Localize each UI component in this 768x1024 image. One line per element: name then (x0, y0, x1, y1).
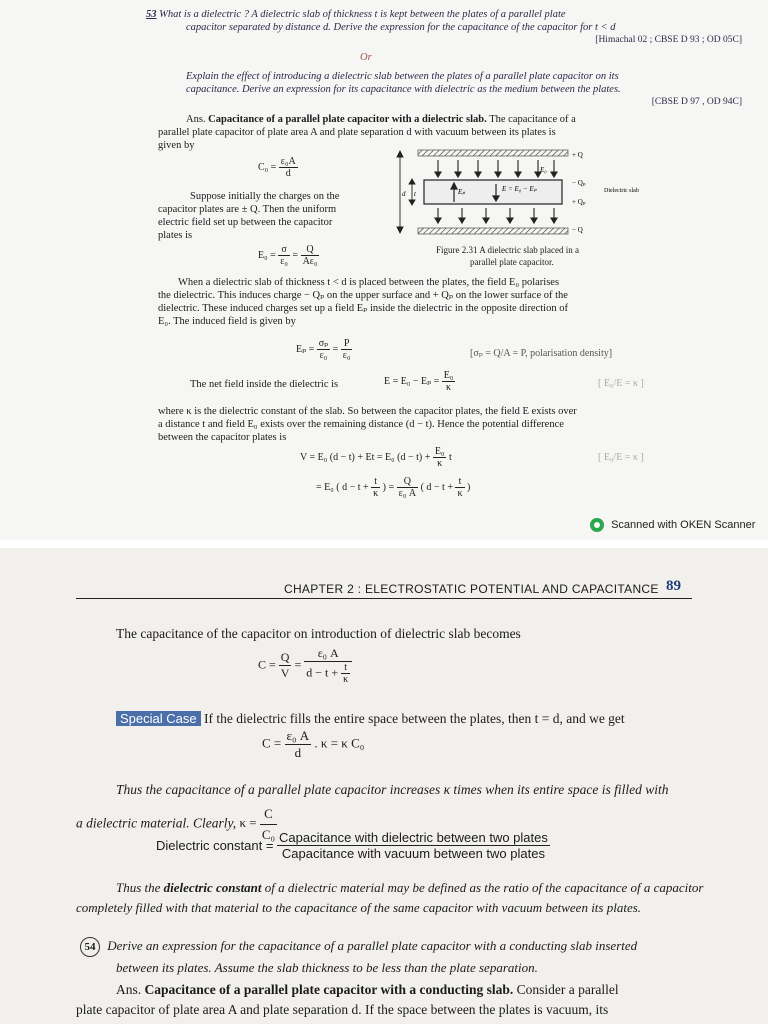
v-eq1-den: κ (437, 458, 443, 469)
e0-formula (258, 244, 319, 267)
answer-heading: Capacitance of a parallel plate capacitor with a dielectric slab. (208, 114, 487, 125)
c-formula (258, 646, 352, 685)
net-field-formula (384, 370, 455, 393)
dielectric-constant-formula (156, 830, 550, 861)
e0-equals: = (292, 249, 299, 261)
fig-minus-qp: − Qₚ (572, 179, 586, 187)
dielectric-slab-figure (392, 146, 642, 242)
answer-53-line2: parallel plate capacitor of plate area A and plate separation d with vacuum between its plates is (158, 127, 556, 138)
figure-caption-line1: Figure 2.31 A dielectric slab placed in a (436, 245, 579, 255)
chapter-header: CHAPTER 2 : ELECTROSTATIC POTENTIAL AND CAPACITANCE (284, 582, 659, 596)
ep-fraction-1 (317, 338, 330, 361)
ep-formula (296, 338, 352, 361)
top-plate (418, 150, 568, 156)
kappa-formula (239, 806, 277, 842)
fig-dielectric-label: Dielectric slab (604, 188, 639, 194)
scanned-page-bottom (0, 548, 768, 1024)
special-case-formula (262, 728, 364, 761)
ep-f2-num: P (341, 338, 353, 350)
c-lhs: C = (258, 657, 276, 672)
e0-f1-num: σ (278, 244, 290, 256)
kappa-num: C (260, 804, 277, 825)
cs-num: ε₀ A (286, 728, 310, 743)
answer-prefix: Ans. (186, 114, 206, 125)
or-label: Or (360, 52, 372, 63)
question-53 (146, 8, 746, 21)
cs-fraction (285, 728, 312, 761)
ep-f1-num: σₚ (318, 338, 329, 349)
where-line2: a distance t and field E₀ exists over the remaining distance (d − t). Hence the potential difference (158, 419, 564, 430)
net-field-fraction (442, 370, 456, 393)
v-eq2-t2-num: t (455, 476, 464, 488)
suppose-line4: plates is (158, 230, 193, 241)
when-line1: When a dielectric slab of thickness t < d is placed between the plates, the field E₀ polarises (178, 277, 560, 288)
ans54-text: Consider a parallel (516, 982, 619, 997)
answer-53-line1 (186, 113, 746, 126)
page-gap (0, 540, 768, 548)
v-eq2-t2-den: κ (457, 488, 463, 499)
v-eq1-text: V = E₀ (d − t) + Et = E₀ (d − t) + (300, 451, 431, 463)
fig-d-label: d (402, 190, 406, 198)
cs-lhs: C = (262, 735, 282, 751)
fig-e-eq-label: E = E₀ − Eₚ (502, 185, 537, 193)
v-equation-2 (316, 476, 470, 499)
where-line1: where κ is the dielectric constant of the slab. So between the capacitor plates, the field E exists over (158, 406, 577, 417)
suppose-line1: Suppose initially the charges on the (190, 191, 340, 202)
v-eq2-q-num: Q (397, 476, 418, 488)
thus2-line1 (116, 878, 756, 898)
v-eq2-frac-t2 (455, 476, 464, 499)
suppose-line2: capacitor plates are ± Q. Then the uniform (158, 204, 337, 215)
c0-lhs: C₀ = (258, 161, 277, 173)
q53-reference: [Himachal 02 ; CBSE D 93 ; OD 05C] (595, 35, 742, 45)
special-case-text: If the dielectric fills the entire space between the plates, then t = d, and we get (203, 711, 625, 726)
dc-den: Capacitance with vacuum between two plates (281, 846, 545, 861)
header-rule (76, 598, 692, 599)
kappa-note-2: [ E₀/E = κ ] (598, 452, 644, 463)
v-eq2-t-den: κ (373, 488, 379, 499)
scanner-logo-icon (590, 518, 604, 532)
v-eq2-b: ) = (382, 481, 395, 493)
capacitance-intro: The capacitance of the capacitor on introduction of dielectric slab becomes (116, 626, 521, 641)
c-f2-den-k: κ (343, 674, 349, 685)
ans54-heading: Capacitance of a parallel plate capacitor with a conducting slab. (144, 982, 514, 997)
c0-denominator: d (285, 168, 291, 179)
dielectric-slab (424, 180, 562, 204)
q53-text: What is a dielectric ? A dielectric slab of thickness t is kept between the plates of a parallel plate (159, 9, 566, 20)
suppose-line3: electric field set up between the capacitor (158, 217, 333, 228)
thus2-c: of a dielectric material may be defined as the ratio of the capacitance of a capacitor (264, 880, 704, 895)
net-field-num: E₀ (443, 370, 454, 381)
ans54-prefix: Ans. (116, 982, 142, 997)
ep-fraction-2 (341, 338, 353, 361)
when-line3: dielectric. These induced charges set up a field Eₚ inside the dielectric in the opposite direction of (158, 303, 568, 314)
answer-54-line1 (116, 980, 756, 1000)
sigma-note: [σₚ = Q/A = P, polarisation density] (470, 348, 613, 359)
v-eq2-frac-t (371, 476, 380, 499)
c-f2-den (304, 662, 352, 685)
e0-f2-num: Q (301, 244, 320, 256)
c0-formula (258, 156, 298, 179)
field-arrows-top (435, 160, 557, 177)
thus1-line2-text: a dielectric material. Clearly, (76, 815, 237, 831)
fig-plus-qp: + Qₚ (572, 198, 586, 206)
q54-number: 54 (80, 937, 100, 957)
c-f2-num: ε₀ A (304, 646, 352, 662)
v-eq2-c: ( d − t + (420, 481, 453, 493)
dc-lhs: Dielectric constant = (156, 838, 274, 853)
special-case-label: Special Case (116, 711, 201, 726)
answer-54-line2: plate capacitor of plate area A and plate separation d. If the space between the plates is vacuum, its (76, 1002, 609, 1017)
kappa-note-1: [ E₀/E = κ ] (598, 378, 644, 389)
thus2-bold: dielectric constant (163, 880, 262, 895)
thus2-line2: completely filled with that material to the capacitance of the same capacitor with vacuum between its plates. (76, 900, 642, 915)
special-case-line (116, 709, 756, 729)
question-54-line1 (80, 936, 760, 957)
scanner-watermark (590, 518, 755, 532)
c-f1-den: V (280, 666, 290, 680)
kappa-den: C₀ (261, 827, 276, 842)
c0-numerator: ε₀A (280, 156, 296, 167)
alt-question-reference: [CBSE D 97 , OD 94C] (651, 97, 742, 107)
when-line2: the dielectric. This induces charge − Qₚ on the upper surface and + Qₚ on the lower surface of the (158, 290, 568, 301)
c-f2-den-fraction (341, 662, 350, 685)
q53-text-line2: capacitor separated by distance d. Derive the expression for the capacitance of the capacitor for t < d (186, 22, 616, 33)
where-line3: between the capacitor plates is (158, 432, 287, 443)
v-eq2-frac-q (397, 476, 418, 499)
e0-fraction-2 (301, 244, 320, 267)
answer-53-line3: given by (158, 140, 195, 151)
scanner-text: Scanned with OKEN Scanner (611, 519, 756, 531)
ep-f2-den: ε₀ (342, 350, 351, 361)
fig-ep-label: Eₚ (458, 188, 466, 196)
cs-den: d (294, 745, 302, 760)
v-eq1-num: E₀ (434, 446, 445, 457)
ep-lhs: Eₚ = (296, 343, 315, 355)
kappa-lhs: κ = (239, 815, 257, 831)
question-54-line2: between its plates. Assume the slab thickness to be less than the plate separation. (116, 960, 538, 975)
v-eq2-d: ) (467, 481, 471, 493)
v-eq1-end: t (448, 451, 452, 463)
fig-plus-q: + Q (572, 151, 583, 159)
fig-e0-label: E₀ (540, 166, 547, 174)
e0-lhs: E₀ = (258, 249, 276, 261)
when-line4: E₀. The induced field is given by (158, 316, 296, 327)
c-equals: = (294, 657, 302, 672)
thus1-line1: Thus the capacitance of a parallel plate capacitor increases κ times when its entire space is filled with (116, 782, 669, 797)
figure-caption-line2: parallel plate capacitor. (470, 257, 554, 267)
v-eq2-a: = E₀ ( d − t + (316, 481, 369, 493)
fig-minus-q: − Q (572, 226, 583, 234)
v-eq2-t-num: t (371, 476, 380, 488)
cs-rhs: . κ = κ C₀ (314, 735, 365, 751)
net-field-den: κ (446, 382, 452, 393)
c-f1-num: Q (280, 650, 290, 664)
ep-f1-den: ε₀ (319, 350, 328, 361)
q54-text: Derive an expression for the capacitance of a parallel plate capacitor with a conducting slab inserted (107, 938, 638, 953)
fig-t-label: t (414, 190, 416, 198)
thus2-a: Thus the (116, 880, 161, 895)
e0-fraction-1 (278, 244, 290, 267)
net-field-eq: E = E₀ − Eₚ = (384, 375, 440, 387)
v-equation-1 (300, 446, 452, 469)
field-arrows-bottom (435, 208, 557, 223)
e0-f2-den: Aε₀ (302, 256, 318, 267)
c-fraction-2 (304, 646, 352, 685)
answer-text: The capacitance of a (489, 114, 576, 125)
c-f2-den-t: t (341, 662, 350, 674)
dc-fraction (277, 830, 550, 861)
v-eq1-fraction (433, 446, 447, 469)
v-eq2-q-den: ε₀ A (398, 488, 417, 499)
alt-question-line2: capacitance. Derive an expression for its capacitance with dielectric as the medium between the plates. (186, 84, 621, 95)
page-number: 89 (666, 578, 681, 594)
e0-f1-den: ε₀ (280, 256, 288, 267)
net-field-text: The net field inside the dielectric is (190, 379, 339, 390)
bottom-plate (418, 228, 568, 234)
alt-question-line1: Explain the effect of introducing a dielectric slab between the plates of a parallel plate capacitor on its (186, 71, 619, 82)
c-f2-den-text: d − t + (306, 665, 339, 680)
q53-number: 53 (146, 9, 157, 20)
ep-equals: = (332, 343, 339, 355)
dc-num: Capacitance with dielectric between two plates (279, 830, 548, 845)
c-fraction-1 (279, 650, 292, 681)
c0-fraction (279, 156, 298, 179)
